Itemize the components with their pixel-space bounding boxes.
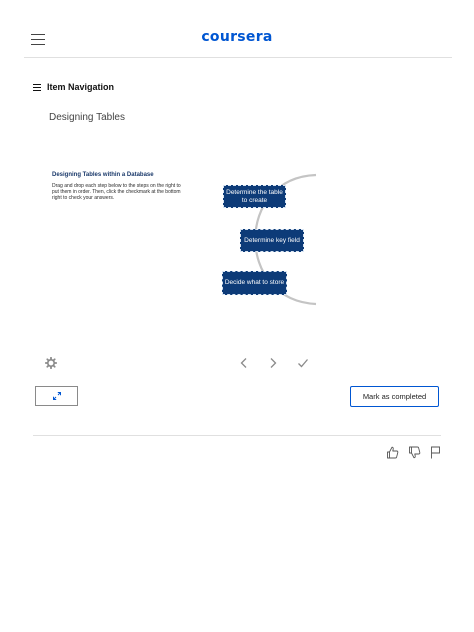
flag-icon[interactable] — [429, 446, 442, 459]
step-card-label: Determine key field — [244, 236, 300, 244]
gear-icon[interactable] — [45, 357, 57, 369]
expand-icon — [52, 391, 62, 401]
coursera-logo[interactable]: coursera — [201, 29, 273, 45]
expand-button[interactable] — [35, 386, 78, 406]
chevron-right-icon[interactable] — [267, 357, 279, 369]
mark-as-completed-button[interactable] — [350, 386, 439, 407]
step-card-2[interactable] — [240, 229, 304, 252]
chevron-left-icon[interactable] — [238, 357, 250, 369]
step-card-1[interactable] — [223, 185, 286, 208]
interactive-slide — [40, 150, 430, 340]
mark-as-completed-label: Mark as completed — [362, 392, 427, 401]
item-navigation-label: Item Navigation — [47, 82, 115, 92]
header-divider — [24, 57, 452, 58]
list-icon — [33, 84, 41, 91]
step-card-label: Decide what to store — [224, 279, 285, 286]
content-divider — [33, 435, 441, 436]
page-title: Designing Tables — [49, 112, 125, 123]
slide-instructions: Drag and drop each step below to the steps on the right to put them in order. Then, click the checkmark at the bottom right to check your answers. — [52, 183, 181, 201]
thumbs-up-icon[interactable] — [386, 446, 399, 459]
thumbs-down-icon[interactable] — [408, 446, 421, 459]
slide-heading: Designing Tables within a Database — [52, 172, 154, 178]
item-navigation-toggle[interactable] — [33, 81, 114, 93]
step-card-label: Determine the table to create — [226, 188, 283, 204]
top-bar — [0, 0, 474, 58]
step-order-arc — [40, 150, 430, 340]
checkmark-icon[interactable] — [297, 357, 309, 369]
step-card-3[interactable] — [222, 271, 287, 295]
